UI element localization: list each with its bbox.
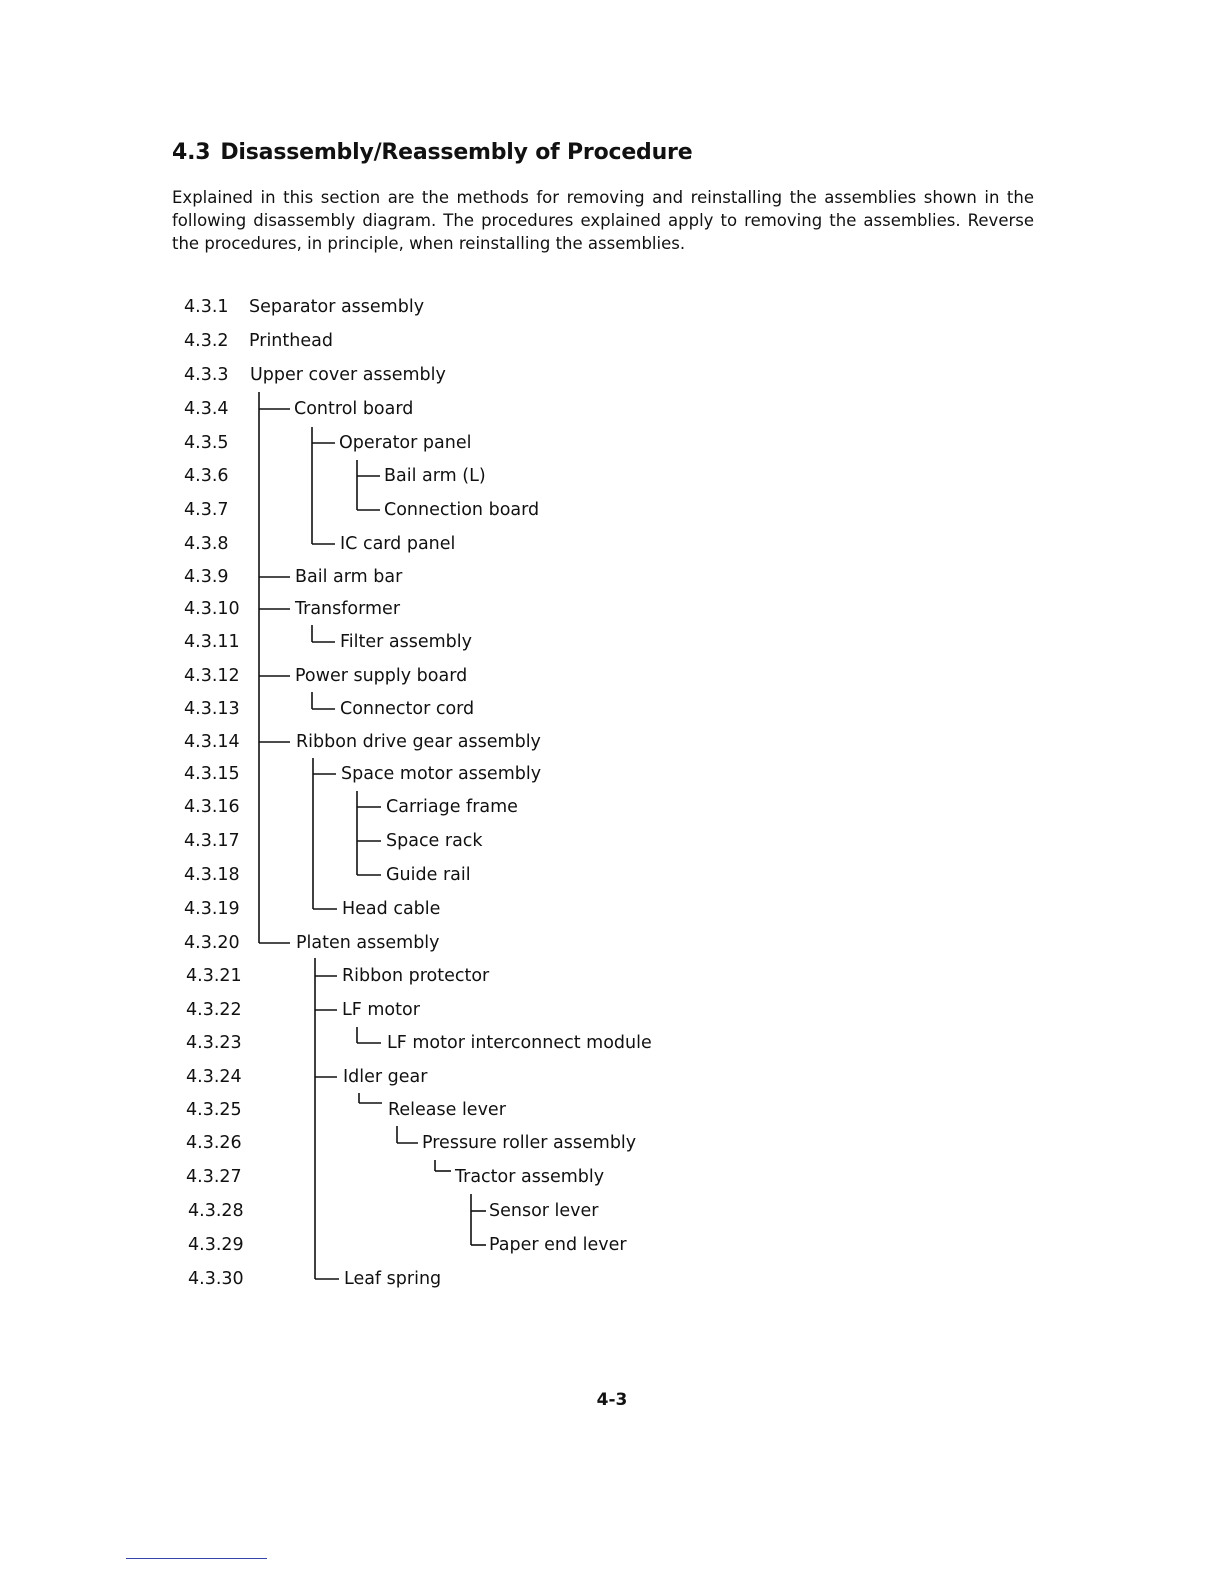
procedure-number: 4.3.27: [186, 1167, 242, 1187]
procedure-number: 4.3.1: [184, 297, 229, 317]
procedure-number: 4.3.8: [184, 534, 229, 554]
procedure-label: Filter assembly: [340, 632, 473, 652]
procedure-number: 4.3.26: [186, 1133, 242, 1153]
procedure-number: 4.3.9: [184, 567, 229, 587]
procedure-label: Ribbon drive gear assembly: [296, 732, 541, 752]
procedure-number: 4.3.3: [184, 365, 229, 385]
procedure-label: Tractor assembly: [455, 1167, 605, 1187]
procedure-number: 4.3.29: [188, 1235, 244, 1255]
procedure-label: LF motor: [342, 1000, 420, 1020]
procedure-label: Operator panel: [339, 433, 472, 453]
procedure-number: 4.3.21: [186, 966, 242, 986]
procedure-label: Transformer: [295, 599, 401, 619]
procedure-number: 4.3.10: [184, 599, 240, 619]
procedure-label: Release lever: [388, 1100, 506, 1120]
procedure-number: 4.3.25: [186, 1100, 242, 1120]
procedure-label: Power supply board: [295, 666, 468, 686]
procedure-label: Space motor assembly: [341, 764, 542, 784]
procedure-number: 4.3.15: [184, 764, 240, 784]
procedure-label: IC card panel: [340, 534, 456, 554]
procedure-label: Separator assembly: [249, 297, 425, 317]
procedure-number: 4.3.16: [184, 797, 240, 817]
procedure-label: Printhead: [249, 331, 333, 351]
procedure-label: Platen assembly: [296, 933, 440, 953]
procedure-label: Guide rail: [386, 865, 471, 885]
procedure-number: 4.3.13: [184, 699, 240, 719]
procedure-number: 4.3.11: [184, 632, 240, 652]
procedure-label: Upper cover assembly: [250, 365, 446, 385]
procedure-label: Idler gear: [343, 1067, 428, 1087]
procedure-number: 4.3.7: [184, 500, 229, 520]
procedure-number: 4.3.28: [188, 1201, 244, 1221]
procedure-label: Pressure roller assembly: [422, 1133, 637, 1153]
procedure-label: Sensor lever: [489, 1201, 599, 1221]
procedure-number: 4.3.2: [184, 331, 229, 351]
procedure-number: 4.3.20: [184, 933, 240, 953]
procedure-number: 4.3.14: [184, 732, 240, 752]
intro-paragraph: Explained in this section are the methods for removing and reinstalling the assemblies shown in the following disassembly diagram. The procedures explained apply to removing the assemblies. Reverse the procedures, in principle, when reinstalling the assemblies.: [172, 188, 1034, 253]
procedure-label: Connector cord: [340, 699, 475, 719]
procedure-label: Bail arm bar: [295, 567, 403, 587]
procedure-number: 4.3.12: [184, 666, 240, 686]
section-number: 4.3: [172, 140, 211, 165]
procedure-number: 4.3.4: [184, 399, 229, 419]
procedure-label: Space rack: [386, 831, 483, 851]
procedure-label: Bail arm (L): [384, 466, 486, 486]
procedure-number: 4.3.17: [184, 831, 240, 851]
section-title: Disassembly/Reassembly of Procedure: [220, 140, 693, 165]
procedure-label: Ribbon protector: [342, 966, 490, 986]
procedure-label: Leaf spring: [344, 1269, 442, 1289]
procedure-number: 4.3.19: [184, 899, 240, 919]
page-number: 4-3: [596, 1390, 628, 1410]
procedure-number: 4.3.24: [186, 1067, 242, 1087]
procedure-number: 4.3.6: [184, 466, 229, 486]
procedure-label: LF motor interconnect module: [387, 1033, 652, 1053]
procedure-number: 4.3.18: [184, 865, 240, 885]
procedure-number: 4.3.23: [186, 1033, 242, 1053]
procedure-label: Head cable: [342, 899, 441, 919]
procedure-label: Control board: [294, 399, 414, 419]
procedure-number: 4.3.5: [184, 433, 229, 453]
scan-edge-rule: [126, 1558, 267, 1559]
procedure-label: Carriage frame: [386, 797, 518, 817]
procedure-number: 4.3.30: [188, 1269, 244, 1289]
procedure-label: Connection board: [384, 500, 540, 520]
procedure-number: 4.3.22: [186, 1000, 242, 1020]
procedure-label: Paper end lever: [489, 1235, 627, 1255]
